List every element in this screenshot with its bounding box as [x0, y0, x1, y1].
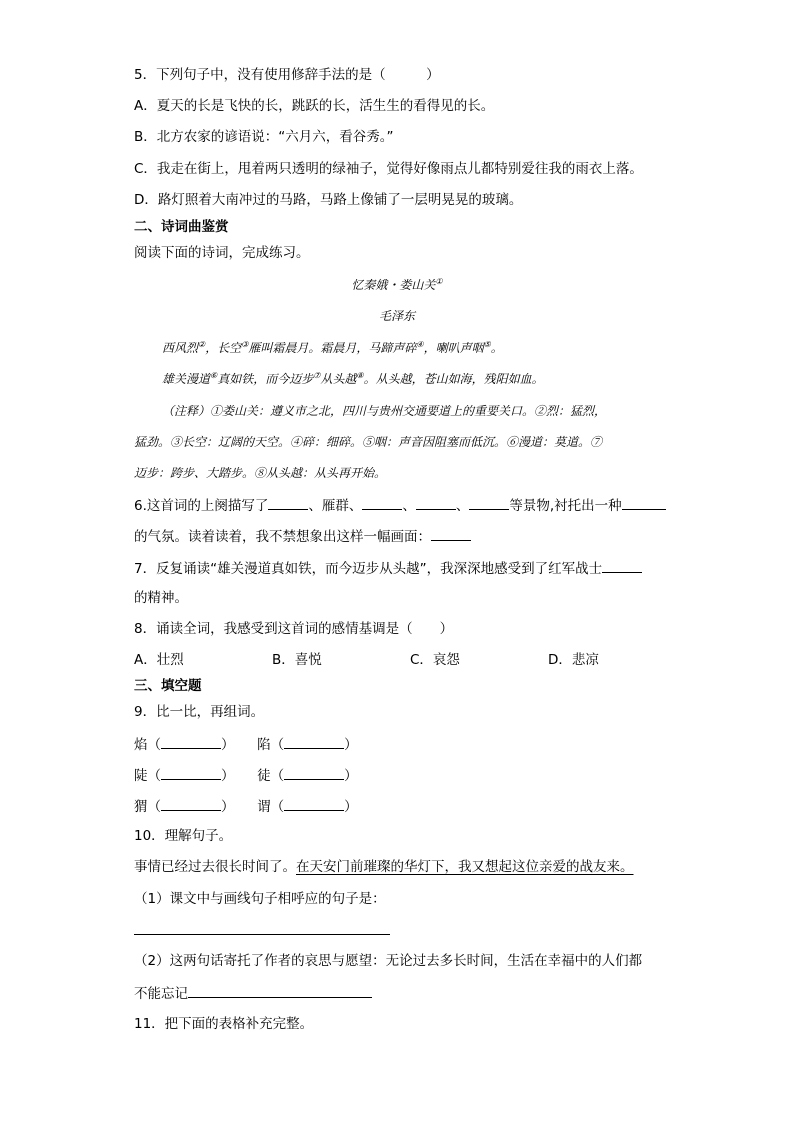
- q7-text: 7．反复诵读“雄关漫道真如铁，而今迈步从头越”，我深深地感受到了红军战士: [134, 561, 603, 577]
- answer-blank[interactable]: [161, 734, 221, 749]
- footnote-mark: ⑦: [313, 371, 321, 380]
- footnote-mark: ⑧: [356, 371, 364, 380]
- q6-text: 等景物,衬托出一种: [509, 498, 622, 514]
- q5-option-a: A．夏天的长是飞快的长，跳跃的长，活生生的看得见的长。: [134, 98, 495, 114]
- answer-blank[interactable]: [268, 495, 308, 510]
- poem-notes-line-3: 迈步：跨步、大踏步。⑧从头越：从头再开始。: [134, 466, 387, 480]
- q6-text: 、: [402, 498, 416, 514]
- answer-blank[interactable]: [431, 526, 471, 541]
- q5-stem: 5．下列句子中，没有使用修辞手法的是（ ）: [134, 67, 440, 83]
- q9-row-1: 焰（ ） 陷（ ）: [134, 734, 358, 754]
- answer-blank[interactable]: [284, 734, 344, 749]
- q9-char: 徒: [257, 768, 271, 784]
- answer-blank[interactable]: [469, 495, 509, 510]
- q10-sub2-line-1: （2）这两句话寄托了作者的哀思与愿望：无论过去多长时间，生活在幸福中的人们都: [134, 953, 643, 969]
- q10-stem: 10．理解句子。: [134, 828, 233, 844]
- q8-options: [134, 651, 599, 669]
- q8-option-a[interactable]: A．壮烈: [134, 652, 184, 668]
- poem-title-footnote: ①: [435, 277, 443, 286]
- poem-text: 雄关漫道: [162, 372, 211, 386]
- q9-char: 陡: [134, 768, 148, 784]
- poem-author: 毛泽东: [378, 309, 415, 323]
- q5-option-b: B．北方农家的谚语说：“六月六，看谷秀。”: [134, 129, 394, 145]
- q9-row-2: 陡（ ） 徒（ ）: [134, 765, 358, 785]
- q7-line-1: [134, 558, 642, 578]
- answer-line[interactable]: [134, 934, 390, 935]
- section3-title: 三、填空题: [134, 678, 202, 694]
- q6-text: 的气氛。读着读着，我不禁想象出这样一幅画面：: [134, 529, 431, 545]
- poem-line-2: [162, 370, 544, 388]
- footnote-mark: ③: [241, 340, 249, 349]
- q9-row-3: 猬（ ） 谓（ ）: [134, 796, 358, 816]
- q10-text: 不能忘记: [134, 986, 188, 1002]
- q5-option-c: C．我走在街上，甩着两只透明的绿袖子，觉得好像雨点儿都特别爱往我的雨衣上落。: [134, 161, 643, 177]
- answer-blank[interactable]: [602, 558, 642, 573]
- q10-sub2-line-2: [134, 983, 372, 1003]
- q5-option-d: D．路灯照着大南冲过的马路，马路上像铺了一层明晃晃的玻璃。: [134, 192, 523, 208]
- answer-blank[interactable]: [284, 796, 344, 811]
- answer-blank[interactable]: [161, 796, 221, 811]
- poem-text: 。从头越，苍山如海，残阳如血。: [363, 372, 544, 386]
- answer-blank[interactable]: [284, 765, 344, 780]
- q9-char: 陷: [257, 737, 271, 753]
- q8-option-c[interactable]: C．哀怨: [410, 652, 460, 668]
- q9-stem: 9．比一比，再组词。: [134, 704, 265, 720]
- q10-underlined-sentence: 在天安门前璀璨的华灯下，我又想起这位亲爱的战友来。: [296, 859, 634, 875]
- q7-line-2: 的精神。: [134, 590, 188, 606]
- q10-text: [134, 858, 634, 876]
- q8-option-d[interactable]: D．悲凉: [548, 652, 599, 668]
- footnote-mark: ②: [198, 340, 206, 349]
- q9-char: 猬: [134, 799, 148, 815]
- poem-title-text: 忆秦娥・娄山关: [351, 278, 436, 292]
- q10-sub1: （1）课文中与画线句子相呼应的句子是：: [134, 891, 386, 907]
- poem-text: 西风烈: [162, 341, 199, 355]
- poem-text: 雁叫霜晨月。霜晨月，马蹄声碎: [248, 341, 417, 355]
- footnote-mark: ⑥: [210, 371, 218, 380]
- poem-text: ，喇叭声咽: [423, 341, 484, 355]
- q9-char: 谓: [257, 799, 271, 815]
- q6-line-2: [134, 526, 471, 546]
- q8-option-b[interactable]: B．喜悦: [272, 652, 322, 668]
- answer-blank[interactable]: [161, 765, 221, 780]
- poem-notes-line-2: 猛劲。③长空：辽阔的天空。④碎：细碎。⑤咽：声音因阻塞而低沉。⑥漫道：莫道。⑦: [134, 435, 603, 449]
- q6-text: 、雁群、: [308, 498, 363, 514]
- poem-text: ，长空: [205, 341, 242, 355]
- q6-line-1: [134, 495, 666, 515]
- answer-blank[interactable]: [622, 495, 666, 510]
- q6-text: 6.这首词的上阕描写了: [134, 498, 269, 514]
- q10-text-plain: 事情已经过去很长时间了。: [134, 859, 296, 875]
- footnote-mark: ④: [416, 340, 424, 349]
- q9-char: 焰: [134, 737, 148, 753]
- q11-stem: 11．把下面的表格补充完整。: [134, 1016, 314, 1032]
- answer-blank[interactable]: [362, 495, 402, 510]
- poem-notes-line-1: （注释）①娄山关：遵义市之北，四川与贵州交通要道上的重要关口。②烈：猛烈，: [162, 404, 607, 418]
- section2-intro: 阅读下面的诗词，完成练习。: [134, 245, 310, 261]
- poem-title: [0, 276, 794, 294]
- poem-text: 真如铁，而今迈步: [217, 372, 314, 386]
- poem-text: 。: [490, 341, 503, 355]
- poem-text: 从头越: [320, 372, 357, 386]
- answer-blank[interactable]: [416, 495, 456, 510]
- poem-line-1: [162, 339, 503, 357]
- footnote-mark: ⑤: [483, 340, 491, 349]
- q8-stem: 8．诵读全词，我感受到这首词的感情基调是（ ）: [134, 621, 454, 637]
- section2-title: 二、诗词曲鉴赏: [134, 219, 229, 235]
- q6-text: 、: [455, 498, 470, 514]
- answer-blank[interactable]: [188, 983, 372, 998]
